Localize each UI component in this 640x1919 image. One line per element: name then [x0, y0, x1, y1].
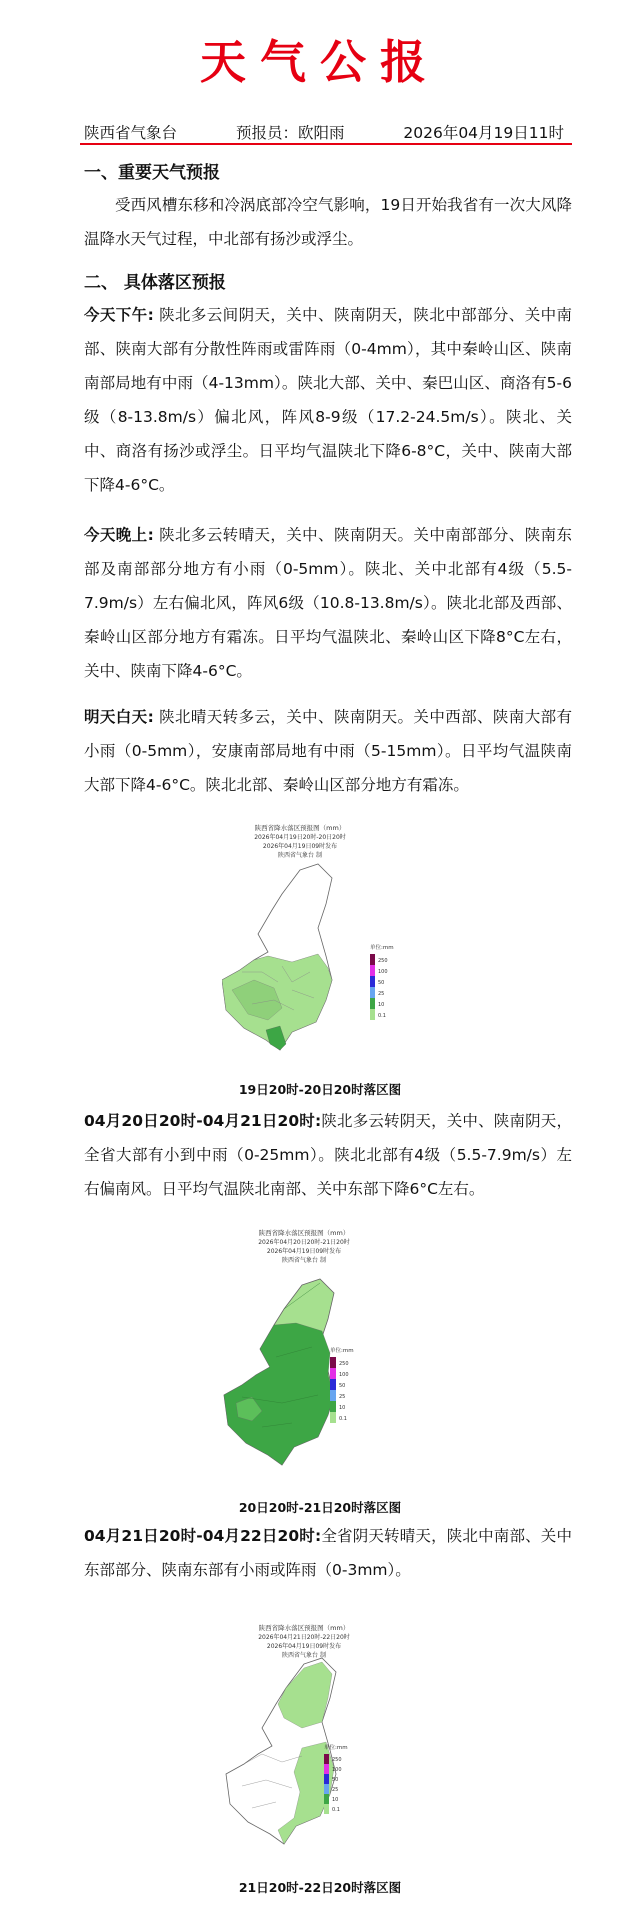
map-3-caption: 21日20时-22日20时落区图: [238, 1880, 402, 1895]
section1-body: 受西风槽东移和冷涡底部冷空气影响，19日开始我省有一次大风降温降水天气过程，中北部有扬沙或浮尘。: [84, 196, 572, 248]
rain-area-north: [278, 1662, 332, 1728]
rain-area-moderate: [224, 1323, 334, 1465]
forecast-period-3: [84, 1519, 572, 1587]
legend-label: 50: [339, 1383, 346, 1389]
issuing-org: 陕西省气象台: [84, 124, 178, 142]
period-text: 全省阴天转晴天，陕北中南部、关中东部部分、陕南东部有小雨或阵雨（0-3mm）。: [84, 1527, 572, 1579]
forecaster: 预报员：欧阳雨: [235, 124, 345, 142]
forecast-period-2: [84, 1104, 572, 1206]
period-label: 今天下午:: [84, 306, 154, 324]
legend-swatch: [370, 1009, 375, 1020]
map-producer: 陕西省气象台 制: [278, 852, 322, 859]
legend-label: 50: [332, 1777, 339, 1783]
legend-swatch: [370, 998, 375, 1009]
legend-swatch: [330, 1379, 336, 1390]
map-title: 陕西省降水落区预报图（mm）: [254, 824, 346, 832]
period-text: 陕北多云间阴天，关中、陕南阴天，陕北中部部分、关中南部、陕南大部有分散性阵雨或雷阵雨（0-4mm），其中秦岭山区、陕南南部局地有中雨（4-13mm）。陕北大部、关中、秦巴山区、商洛有5-6级（8-13.8m/s）偏北风，阵风8-9级（17.2-24.5m/s）。陕北、关中、商洛有扬沙或浮尘。日平均气温陕北下降6-8°C，关中、陕南大部下降4-6°C。: [84, 306, 572, 494]
legend-swatch: [370, 954, 375, 965]
legend-label: 100: [332, 1767, 342, 1773]
legend-label: 25: [378, 991, 385, 997]
legend-swatch: [370, 987, 375, 998]
legend-swatch: [324, 1794, 329, 1804]
legend-swatch: [330, 1412, 336, 1423]
legend-label: 0.1: [332, 1807, 340, 1813]
map-producer: 陕西省气象台 制: [282, 1652, 326, 1659]
precip-map-1-figure: [222, 822, 442, 1067]
period-text: 陕北多云转阴天，关中、陕南阴天，全省大部有小到中雨（0-25mm）。陕北北部有4级（5.5-7.9m/s）左右偏南风。日平均气温陕北南部、关中东部下降6°C左右。: [84, 1112, 572, 1198]
legend-label: 250: [378, 958, 388, 964]
legend-label: 10: [339, 1405, 346, 1411]
map-1-caption: 19日20时-20日20时落区图: [238, 1082, 402, 1097]
legend-swatch: [324, 1764, 329, 1774]
map-2-caption: 20日20时-21日20时落区图: [238, 1500, 402, 1515]
legend-label: 100: [339, 1372, 349, 1378]
legend-label: 0.1: [339, 1416, 347, 1422]
legend-label: 10: [332, 1797, 339, 1803]
map-producer: 陕西省气象台 制: [282, 1257, 326, 1264]
map-period: 2026年04月19日20时-20日20时: [254, 834, 346, 841]
map-issued: 2026年04月19日09时发布: [266, 1248, 342, 1255]
legend-swatch: [330, 1390, 336, 1401]
legend-swatch: [324, 1774, 329, 1784]
forecast-this-afternoon: [84, 298, 572, 502]
precip-map-3: [222, 1622, 442, 1872]
map-title: 陕西省降水落区预报图（mm）: [258, 1624, 350, 1632]
bulletin-title: 天气公报: [200, 35, 440, 89]
legend-label: 250: [332, 1757, 342, 1763]
legend-label: 100: [378, 969, 388, 975]
forecast-tonight: [84, 518, 572, 688]
precip-map-2: [222, 1227, 442, 1477]
map-period: 2026年04月21日20时-22日20时: [258, 1634, 350, 1641]
map-issued: 2026年04月19日09时发布: [266, 1643, 342, 1650]
legend-label: 250: [339, 1361, 349, 1367]
legend: [370, 943, 394, 1020]
map-period: 2026年04月20日20时-21日20时: [258, 1239, 350, 1246]
legend-label: 50: [378, 980, 385, 986]
legend-label: 25: [332, 1787, 339, 1793]
legend-swatch: [330, 1401, 336, 1412]
period-label: 今天晚上:: [84, 526, 154, 544]
legend-label: 0.1: [378, 1013, 386, 1019]
header-divider: [80, 143, 572, 145]
legend-unit: 单位:mm: [330, 1348, 354, 1354]
legend-swatch: [370, 976, 375, 987]
period-label: 明天白天:: [84, 708, 154, 726]
header-meta: [84, 121, 564, 143]
period-text: 陕北多云转晴天，关中、陕南阴天。关中南部部分、陕南东部及南部部分地方有小雨（0-5mm）。陕北、关中北部有4级（5.5-7.9m/s）左右偏北风，阵风6级（10.8-13.8m/s）。陕北北部及西部、秦岭山区部分地方有霜冻。日平均气温陕北、秦岭山区下降8°C左右，关中、陕南下降4-6°C。: [84, 526, 572, 680]
legend-unit: 单位:mm: [324, 1745, 348, 1751]
legend-unit: 单位:mm: [370, 945, 394, 951]
legend-swatch: [324, 1804, 329, 1814]
period-text: 陕北晴天转多云，关中、陕南阴天。关中西部、陕南大部有小雨（0-5mm），安康南部局地有中雨（5-15mm）。日平均气温陕南大部下降4-6°C。陕北北部、秦岭山区部分地方有霜冻。: [84, 708, 572, 794]
legend: [330, 1346, 354, 1423]
legend-swatch: [370, 965, 375, 976]
legend-swatch: [324, 1784, 329, 1794]
precip-map-2-figure: [222, 1227, 442, 1477]
forecast-tomorrow-daytime: [84, 700, 572, 802]
precip-map-1: [222, 822, 442, 1067]
section1-heading: 一、重要天气预报: [84, 163, 220, 183]
period-label: 04月21日20时-04月22日20时:: [84, 1527, 322, 1545]
legend-swatch: [330, 1357, 336, 1368]
legend-swatch: [330, 1368, 336, 1379]
precip-map-3-figure: [222, 1622, 442, 1872]
legend-label: 10: [378, 1002, 385, 1008]
issue-datetime: 2026年04月19日11时: [403, 124, 564, 142]
map-title: 陕西省降水落区预报图（mm）: [258, 1229, 350, 1237]
map-issued: 2026年04月19日09时发布: [262, 843, 338, 850]
section2-heading: 二、 具体落区预报: [84, 273, 226, 293]
period-label: 04月20日20时-04月21日20时:: [84, 1112, 322, 1130]
legend-swatch: [324, 1754, 329, 1764]
legend-label: 25: [339, 1394, 346, 1400]
